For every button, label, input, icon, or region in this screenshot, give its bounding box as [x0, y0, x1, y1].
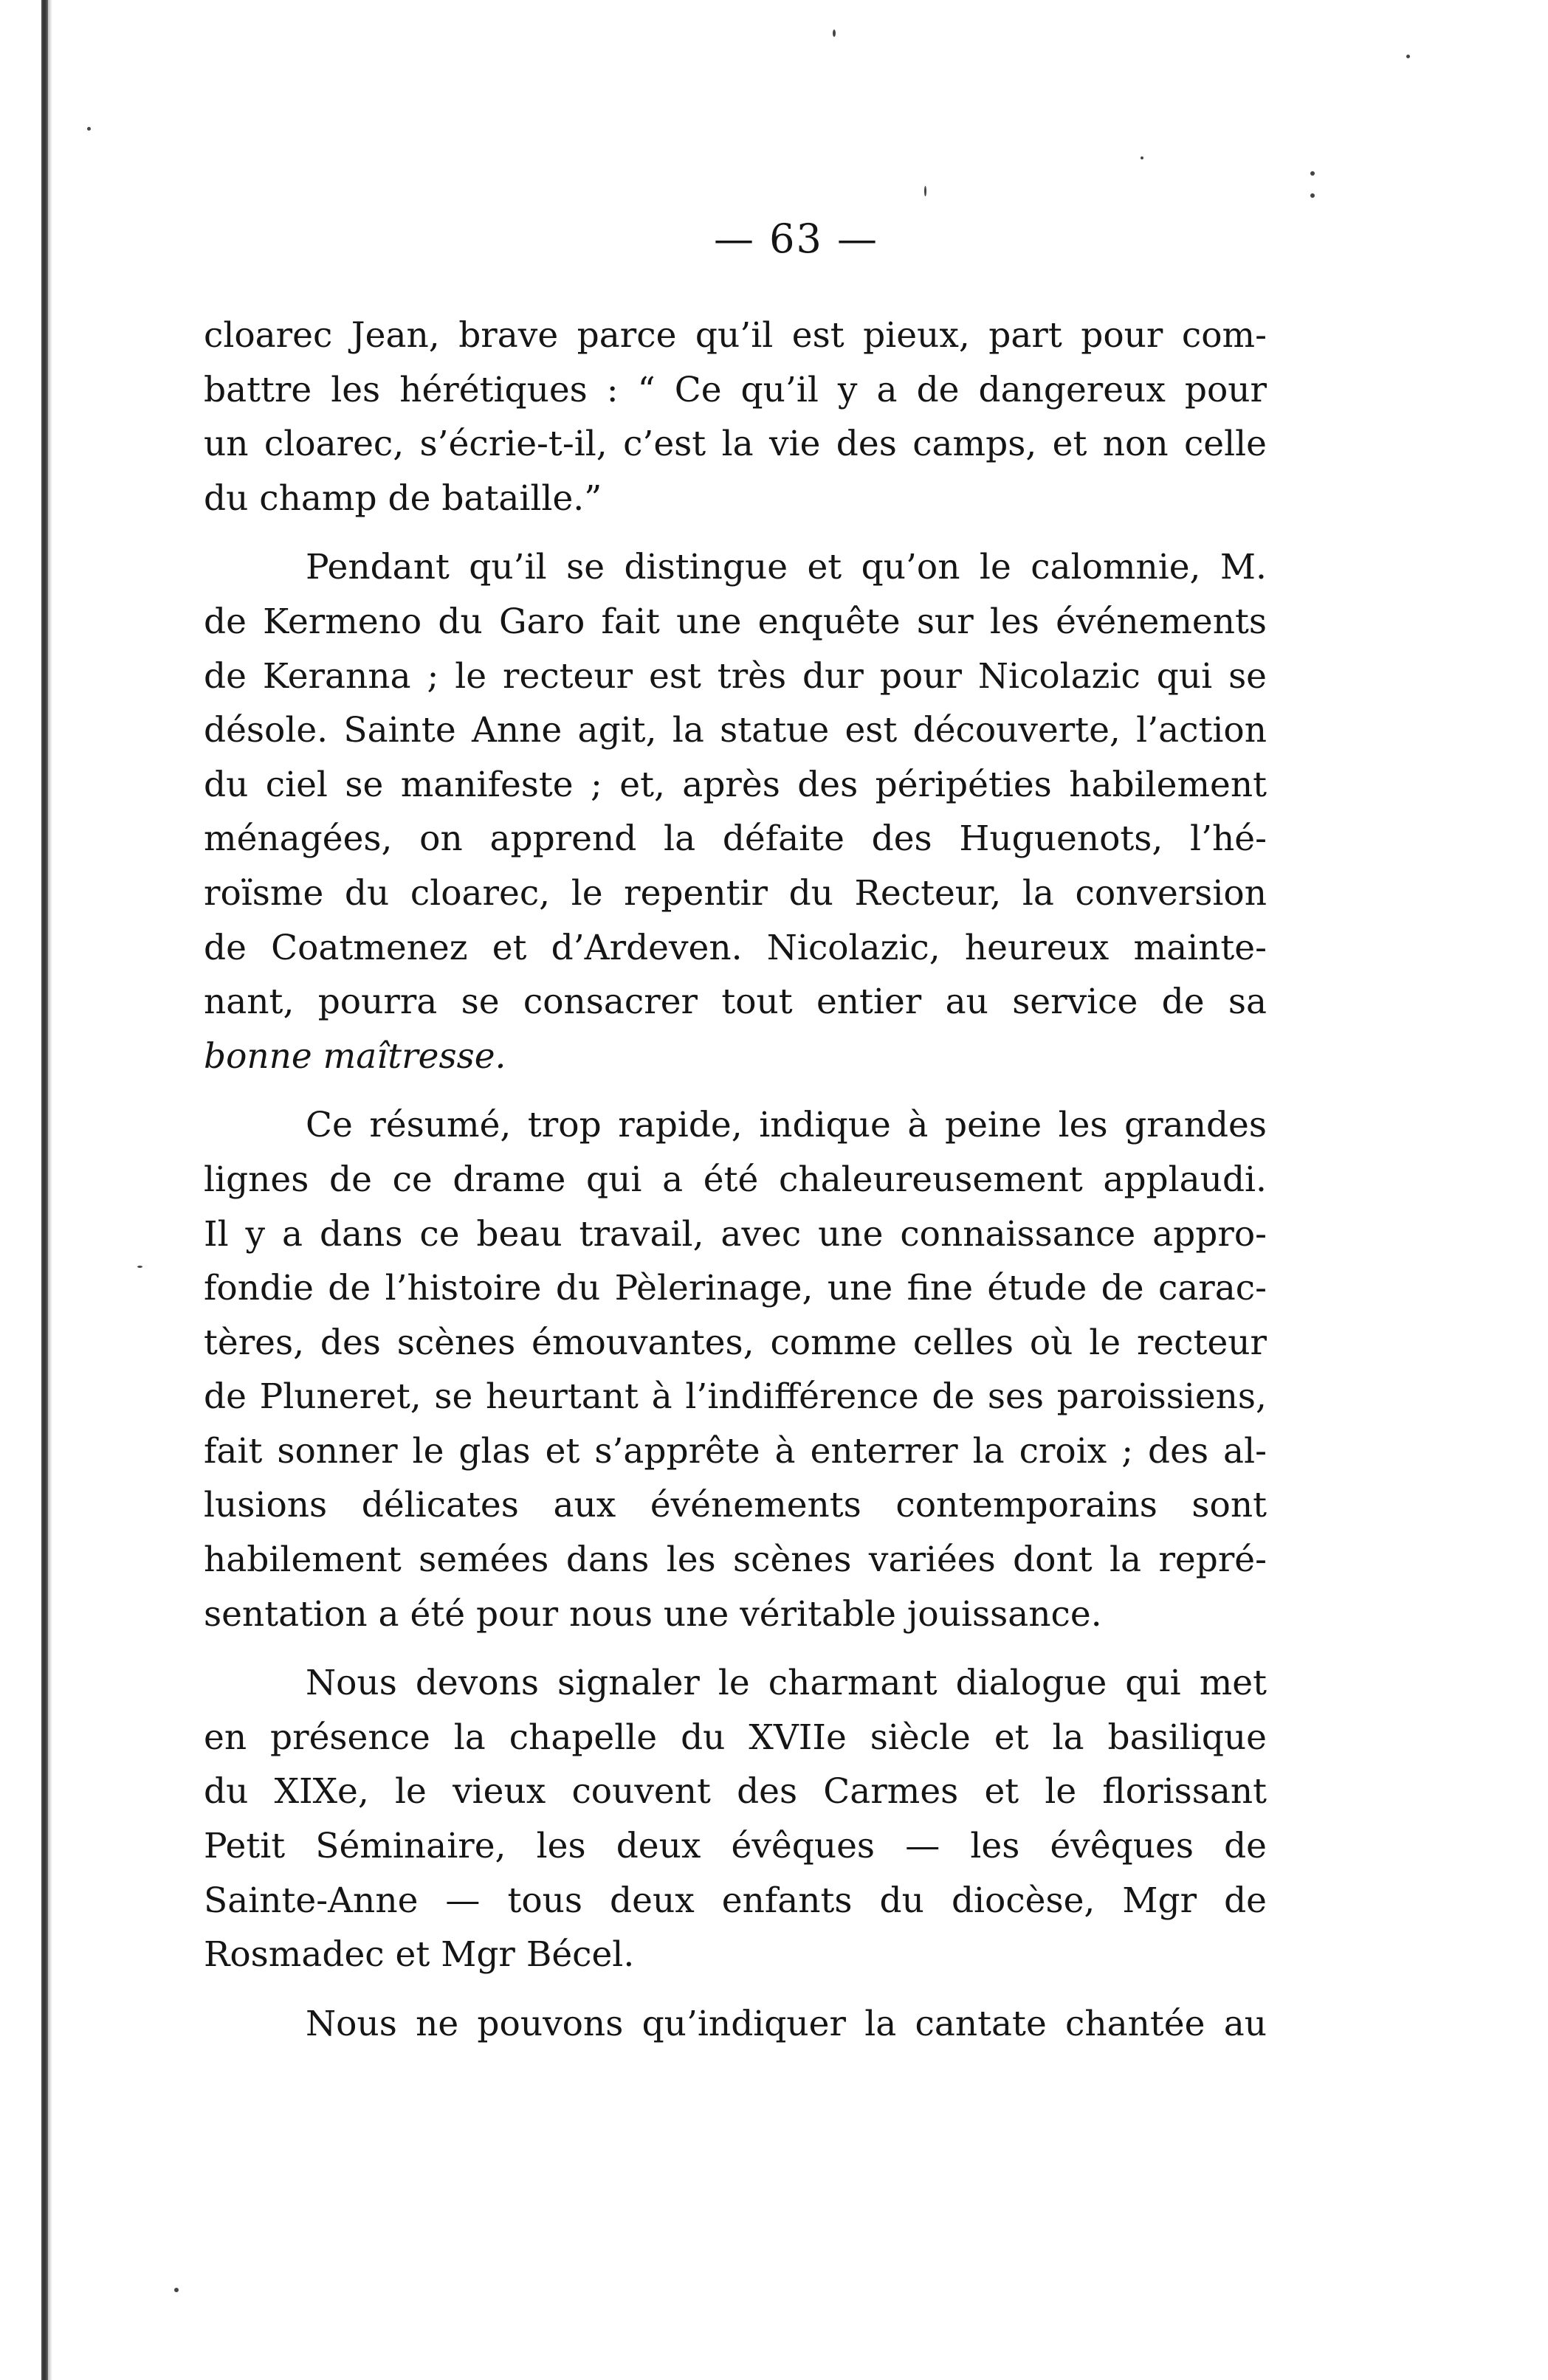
paragraph-gap [204, 1083, 1267, 1098]
page-number: — 63 — [713, 215, 879, 262]
paragraph-gap [204, 525, 1267, 540]
text-line: lignes de ce drame qui a été chaleureusement applaudi. [204, 1159, 1267, 1200]
text-line: lusions délicates aux événements contemporains sont [204, 1485, 1267, 1526]
paragraph [204, 1997, 1267, 2052]
text-line: Rosmadec et Mgr Bécel. [204, 1934, 635, 1976]
text-line: Ce résumé, trop rapide, indique à peine les grandes [306, 1105, 1267, 1146]
text-line: bonne maîtresse. [204, 1035, 506, 1077]
text-line: nant, pourra se consacrer tout entier au service de sa [204, 982, 1267, 1023]
text-line: désole. Sainte Anne agit, la statue est découverte, l’action [204, 710, 1267, 751]
scan-speck [1141, 156, 1143, 159]
body-text [204, 308, 1267, 2051]
binding-shadow [48, 0, 52, 2380]
text-line: cloarec Jean, brave parce qu’il est pieux, part pour com- [204, 315, 1267, 356]
scan-speck [174, 2288, 179, 2292]
text-line: battre les hérétiques : “ Ce qu’il y a de dangereux pour [204, 369, 1267, 410]
text-line: sentation a été pour nous une véritable jouissance. [204, 1593, 1102, 1635]
paragraph [204, 540, 1267, 1083]
text-line: Nous ne pouvons qu’indiquer la cantate chantée au [306, 2003, 1267, 2044]
scan-speck [1310, 193, 1315, 198]
scan-speck [137, 1266, 142, 1268]
text-line: ménagées, on apprend la défaite des Huguenots, l’hé- [204, 818, 1267, 860]
text-line: Pendant qu’il se distingue et qu’on le calomnie, M. [306, 547, 1267, 588]
text-line: Sainte-Anne — tous deux enfants du diocèse, Mgr de [204, 1880, 1267, 1921]
text-line: de Kermeno du Garo fait une enquête sur les événements [204, 601, 1267, 642]
text-line: de Pluneret, se heurtant à l’indifférence de ses paroissiens, [204, 1376, 1267, 1418]
scan-speck [87, 127, 91, 131]
text-line: du champ de bataille.” [204, 477, 602, 519]
text-line: Nous devons signaler le charmant dialogue qui met [306, 1663, 1267, 1704]
text-line: fondie de l’histoire du Pèlerinage, une fine étude de carac- [204, 1268, 1267, 1309]
text-line: du XIXe, le vieux couvent des Carmes et le florissant [204, 1771, 1267, 1812]
text-line: Petit Séminaire, les deux évêques — les évêques de [204, 1826, 1267, 1867]
text-line: de Coatmenez et d’Ardeven. Nicolazic, heureux mainte- [204, 927, 1267, 968]
paragraph-gap [204, 1982, 1267, 1997]
text-line: en présence la chapelle du XVIIe siècle et la basilique [204, 1717, 1267, 1758]
scan-speck [833, 30, 836, 37]
text-line: habilement semées dans les scènes variées dont la repré- [204, 1539, 1267, 1581]
paragraph [204, 308, 1267, 525]
text-line: tères, des scènes émouvantes, comme celles où le recteur [204, 1322, 1267, 1363]
paragraph-gap [204, 1641, 1267, 1656]
text-line: un cloarec, s’écrie-t-il, c’est la vie des camps, et non celle [204, 424, 1267, 465]
paragraph [204, 1656, 1267, 1982]
book-binding-edge [41, 0, 48, 2380]
text-line: roïsme du cloarec, le repentir du Recteur, la conversion [204, 872, 1267, 914]
scan-speck [924, 186, 926, 196]
text-line: de Keranna ; le recteur est très dur pour Nicolazic qui se [204, 655, 1267, 697]
scan-speck [1406, 55, 1410, 58]
paragraph [204, 1098, 1267, 1641]
text-line: Il y a dans ce beau travail, avec une connaissance appro- [204, 1213, 1267, 1255]
scan-speck [1310, 171, 1315, 176]
text-line: du ciel se manifeste ; et, après des péripéties habilement [204, 764, 1267, 805]
text-line: fait sonner le glas et s’apprête à enterrer la croix ; des al- [204, 1430, 1267, 1472]
